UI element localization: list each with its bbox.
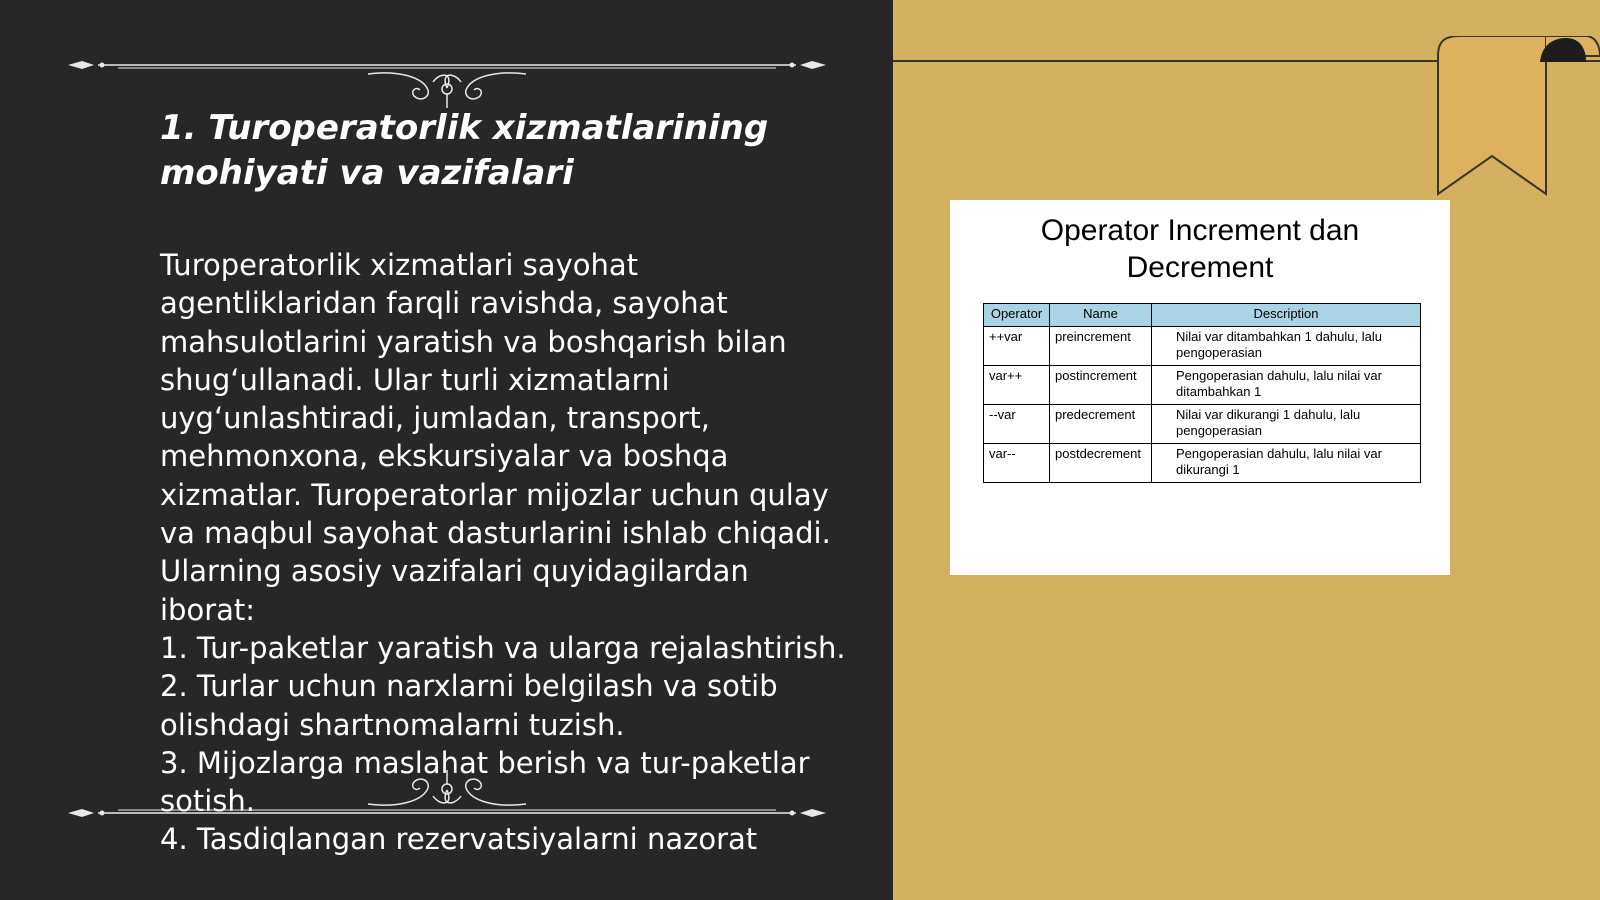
embedded-image-card [950, 200, 1450, 575]
image-title-line-2: Decrement [1126, 251, 1274, 284]
slide-title [160, 106, 840, 196]
list-item: 4. Tasdiqlangan rezervatsiyalarni nazorat [160, 822, 758, 857]
cell-operator: --var [984, 405, 1050, 444]
slide-title-line-2: mohiyati va vazifalari [160, 153, 574, 193]
table-row [984, 327, 1421, 366]
header-description: Description [1152, 304, 1421, 327]
top-ornament-divider [68, 52, 826, 108]
slide-title-line-1: 1. Turoperatorlik xizmatlarining [160, 108, 769, 148]
operator-table [983, 303, 1421, 483]
list-item: 2. Turlar uchun narxlarni belgilash va sotib olishdagi shartnomalarni tuzish. [160, 669, 778, 742]
cell-name: preincrement [1050, 327, 1152, 366]
cell-name: postdecrement [1050, 444, 1152, 483]
image-title-line-1: Operator Increment dan [1040, 214, 1360, 247]
bookmark-icon [1436, 36, 1600, 198]
cell-description: Pengoperasian dahulu, lalu nilai var ditambahkan 1 [1152, 366, 1421, 405]
cell-operator: ++var [984, 327, 1050, 366]
cell-name: predecrement [1050, 405, 1152, 444]
cell-operator: var++ [984, 366, 1050, 405]
cell-name: postincrement [1050, 366, 1152, 405]
table-row [984, 366, 1421, 405]
table-header-row [984, 304, 1421, 327]
table-row [984, 405, 1421, 444]
header-operator: Operator [984, 304, 1050, 327]
bottom-ornament-divider [68, 770, 826, 826]
slide-body-text [160, 246, 850, 859]
image-title [950, 212, 1450, 286]
cell-description: Nilai var dikurangi 1 dahulu, lalu pengoperasian [1152, 405, 1421, 444]
list-item: 3. Mijozlarga maslahat berish va tur-paketlar sotish. [160, 745, 810, 819]
list-item: 1. Tur-paketlar yaratish va ularga rejalashtirish. [160, 630, 846, 665]
cell-description: Pengoperasian dahulu, lalu nilai var dikurangi 1 [1152, 444, 1421, 483]
cell-description: Nilai var ditambahkan 1 dahulu, lalu pengoperasian [1152, 327, 1421, 366]
table-row [984, 444, 1421, 483]
intro-paragraph: Turoperatorlik xizmatlari sayohat agentliklaridan farqli ravishda, sayohat mahsulotlarini yaratish va boshqarish bilan shug‘ullanadi. Ular turli xizmatlarni uyg‘unlashtiradi, jumladan, transport, mehmonxona, ekskursiyalar va boshqa xizmatlar. Turoperatorlar mijozlar uchun qulay va maqbul sayohat dasturlarini ishlab chiqadi. Ularning asosiy vazifalari quyidagilardan iborat: [160, 248, 831, 627]
cell-operator: var-- [984, 444, 1050, 483]
header-name: Name [1050, 304, 1152, 327]
